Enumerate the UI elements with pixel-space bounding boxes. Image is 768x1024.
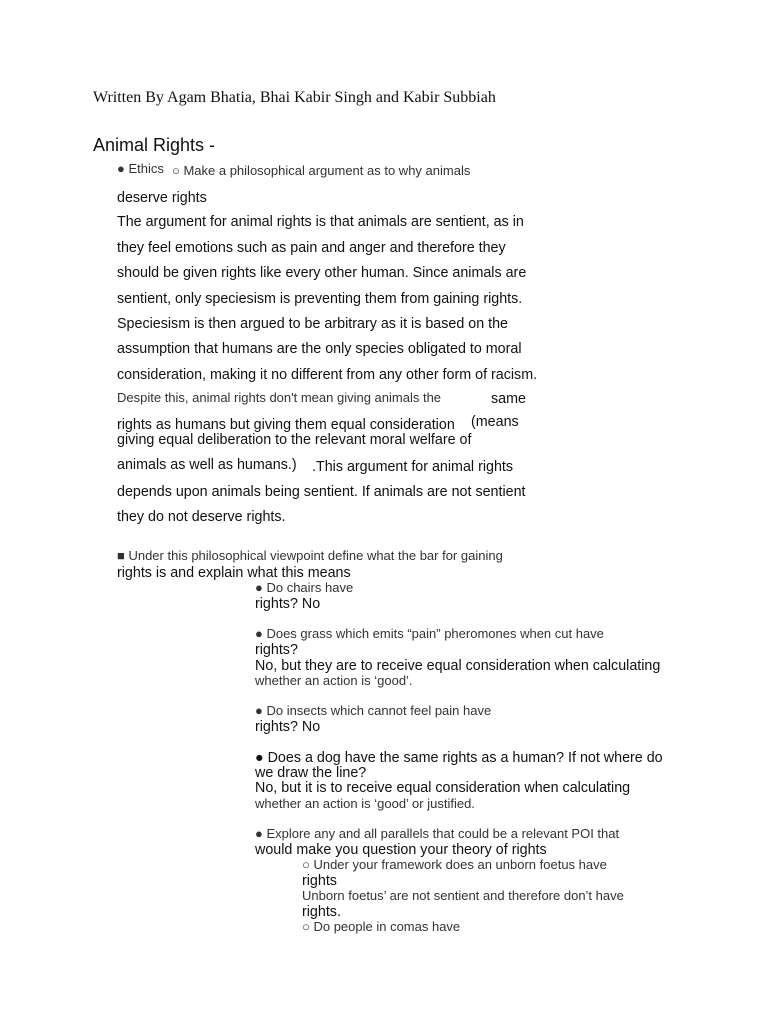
question-item: ● Do insects which cannot feel pain have [255,703,492,718]
despite-line: animals as well as humans.) [117,457,297,473]
despite-line: they do not deserve rights. [117,509,286,525]
ethics-bullet: ● Ethics [117,161,164,176]
answer-item: rights? No [255,719,321,735]
argument-line: assumption that humans are the only species obligated to moral [117,341,522,357]
answer-item: whether an action is ‘good’. [255,673,413,688]
sub-question-item: ○ Do people in comas have [302,919,461,934]
ethics-prompt: ○ Make a philosophical argument as to why animals [172,163,471,178]
question-item: ● Do chairs have [255,580,354,595]
argument-line: consideration, making it no different from any other form of racism. [117,367,538,383]
despite-line: giving equal deliberation to the relevant moral welfare of [117,432,472,448]
despite-means: (means [471,414,519,430]
argument-line: should be given rights like every other human. Since animals are [117,265,527,281]
byline: Written By Agam Bhatia, Bhai Kabir Singh and Kabir Subbiah [93,89,496,106]
bar-bullet: ■ Under this philosophical viewpoint define what the bar for gaining [117,548,503,563]
despite-line: rights as humans but giving them equal consideration [117,417,455,433]
answer-item: No, but they are to receive equal consideration when calculating [255,658,661,674]
question-item: ● Does grass which emits “pain” pheromones when cut have [255,626,604,641]
answer-item: whether an action is ‘good’ or justified. [255,796,475,811]
question-item: rights? [255,642,298,658]
section-heading: Animal Rights - [93,135,216,155]
despite-line: Despite this, animal rights don't mean giving animals the [117,390,442,405]
sub-question-item: ○ Under your framework does an unborn foetus have [302,857,607,872]
despite-line: .This argument for animal rights [312,459,514,475]
question-item: ● Explore any and all parallels that could be a relevant POI that [255,826,620,841]
answer-item: No, but it is to receive equal consideration when calculating [255,780,631,796]
despite-line-same: same [491,391,526,407]
question-item: ● Does a dog have the same rights as a human? If not where do [255,750,663,766]
sub-answer-item: rights. [302,904,341,920]
sub-answer-item: Unborn foetus’ are not sentient and therefore don’t have [302,888,624,903]
question-item: we draw the line? [255,765,367,781]
argument-line: Speciesism is then argued to be arbitrary as it is based on the [117,316,508,332]
argument-line: they feel emotions such as pain and anger and therefore they [117,240,506,256]
ethics-prompt-cont: deserve rights [117,190,207,206]
argument-line: The argument for animal rights is that animals are sentient, as in [117,214,524,230]
question-item: would make you question your theory of rights [255,842,547,858]
sub-question-item: rights [302,873,337,889]
bar-bullet-cont: rights is and explain what this means [117,565,351,581]
despite-line: depends upon animals being sentient. If animals are not sentient [117,484,526,500]
answer-item: rights? No [255,596,321,612]
argument-line: sentient, only speciesism is preventing them from gaining rights. [117,291,523,307]
